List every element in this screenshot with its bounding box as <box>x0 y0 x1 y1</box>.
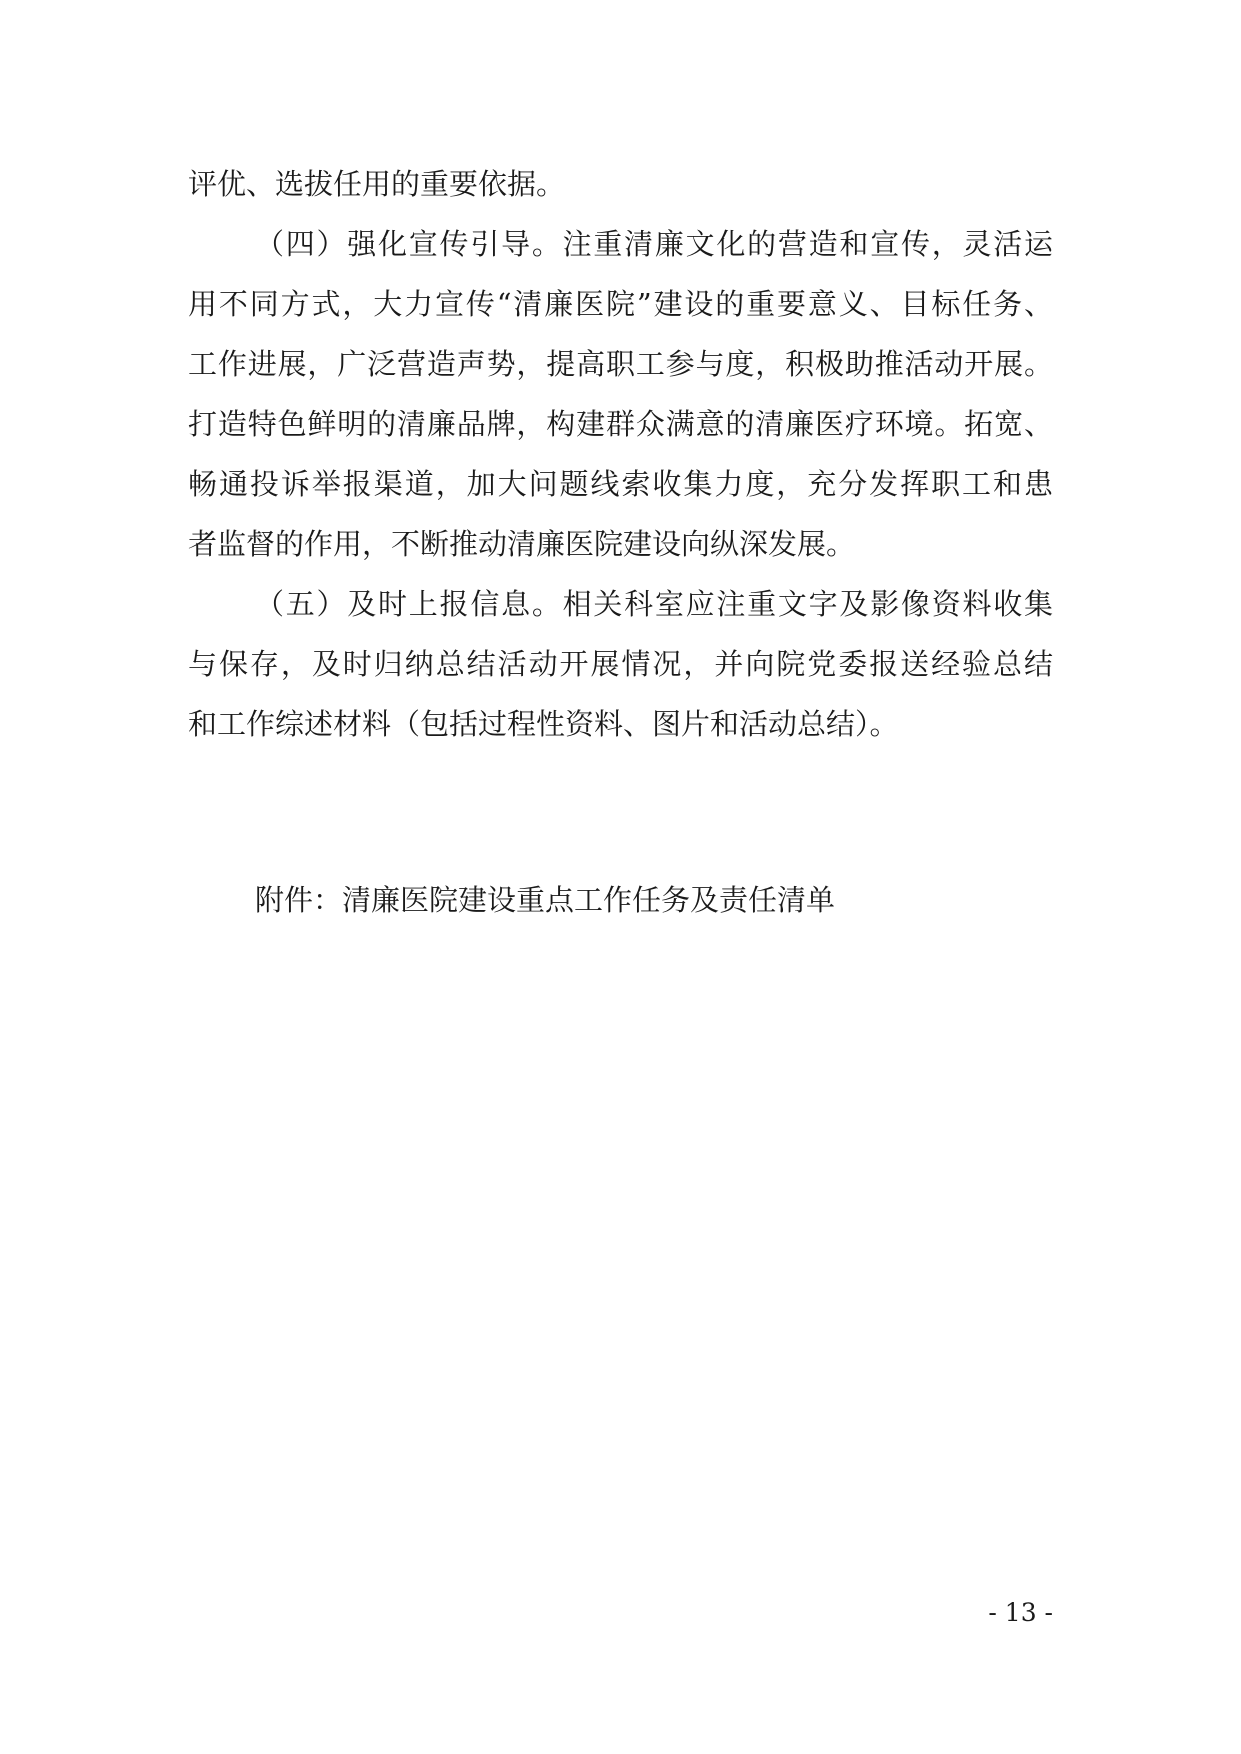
attachment-line: 附件：清廉医院建设重点工作任务及责任清单 <box>255 883 836 917</box>
body-text-line: 工作进展，广泛营造声势，提高职工参与度，积极助推活动开展。 <box>188 347 1053 381</box>
body-text-line: 和工作综述材料（包括过程性资料、图片和活动总结）。 <box>188 707 899 741</box>
body-text-line: 评优、选拔任用的重要依据。 <box>188 167 566 201</box>
section-five-heading-line: （五）及时上报信息。相关科室应注重文字及影像资料收集 <box>255 587 1053 621</box>
page-number: - 13 - <box>988 1598 1053 1627</box>
body-text-line: 与保存，及时归纳总结活动开展情况，并向院党委报送经验总结 <box>188 647 1053 681</box>
body-text-line: 者监督的作用，不断推动清廉医院建设向纵深发展。 <box>188 527 856 561</box>
section-four-heading-line: （四）强化宣传引导。注重清廉文化的营造和宣传，灵活运 <box>255 227 1053 261</box>
body-text-line: 打造特色鲜明的清廉品牌，构建群众满意的清廉医疗环境。拓宽、 <box>188 407 1053 441</box>
body-text-line: 用不同方式，大力宣传“清廉医院”建设的重要意义、目标任务、 <box>188 287 1053 321</box>
body-text-line: 畅通投诉举报渠道，加大问题线索收集力度，充分发挥职工和患 <box>188 467 1053 501</box>
